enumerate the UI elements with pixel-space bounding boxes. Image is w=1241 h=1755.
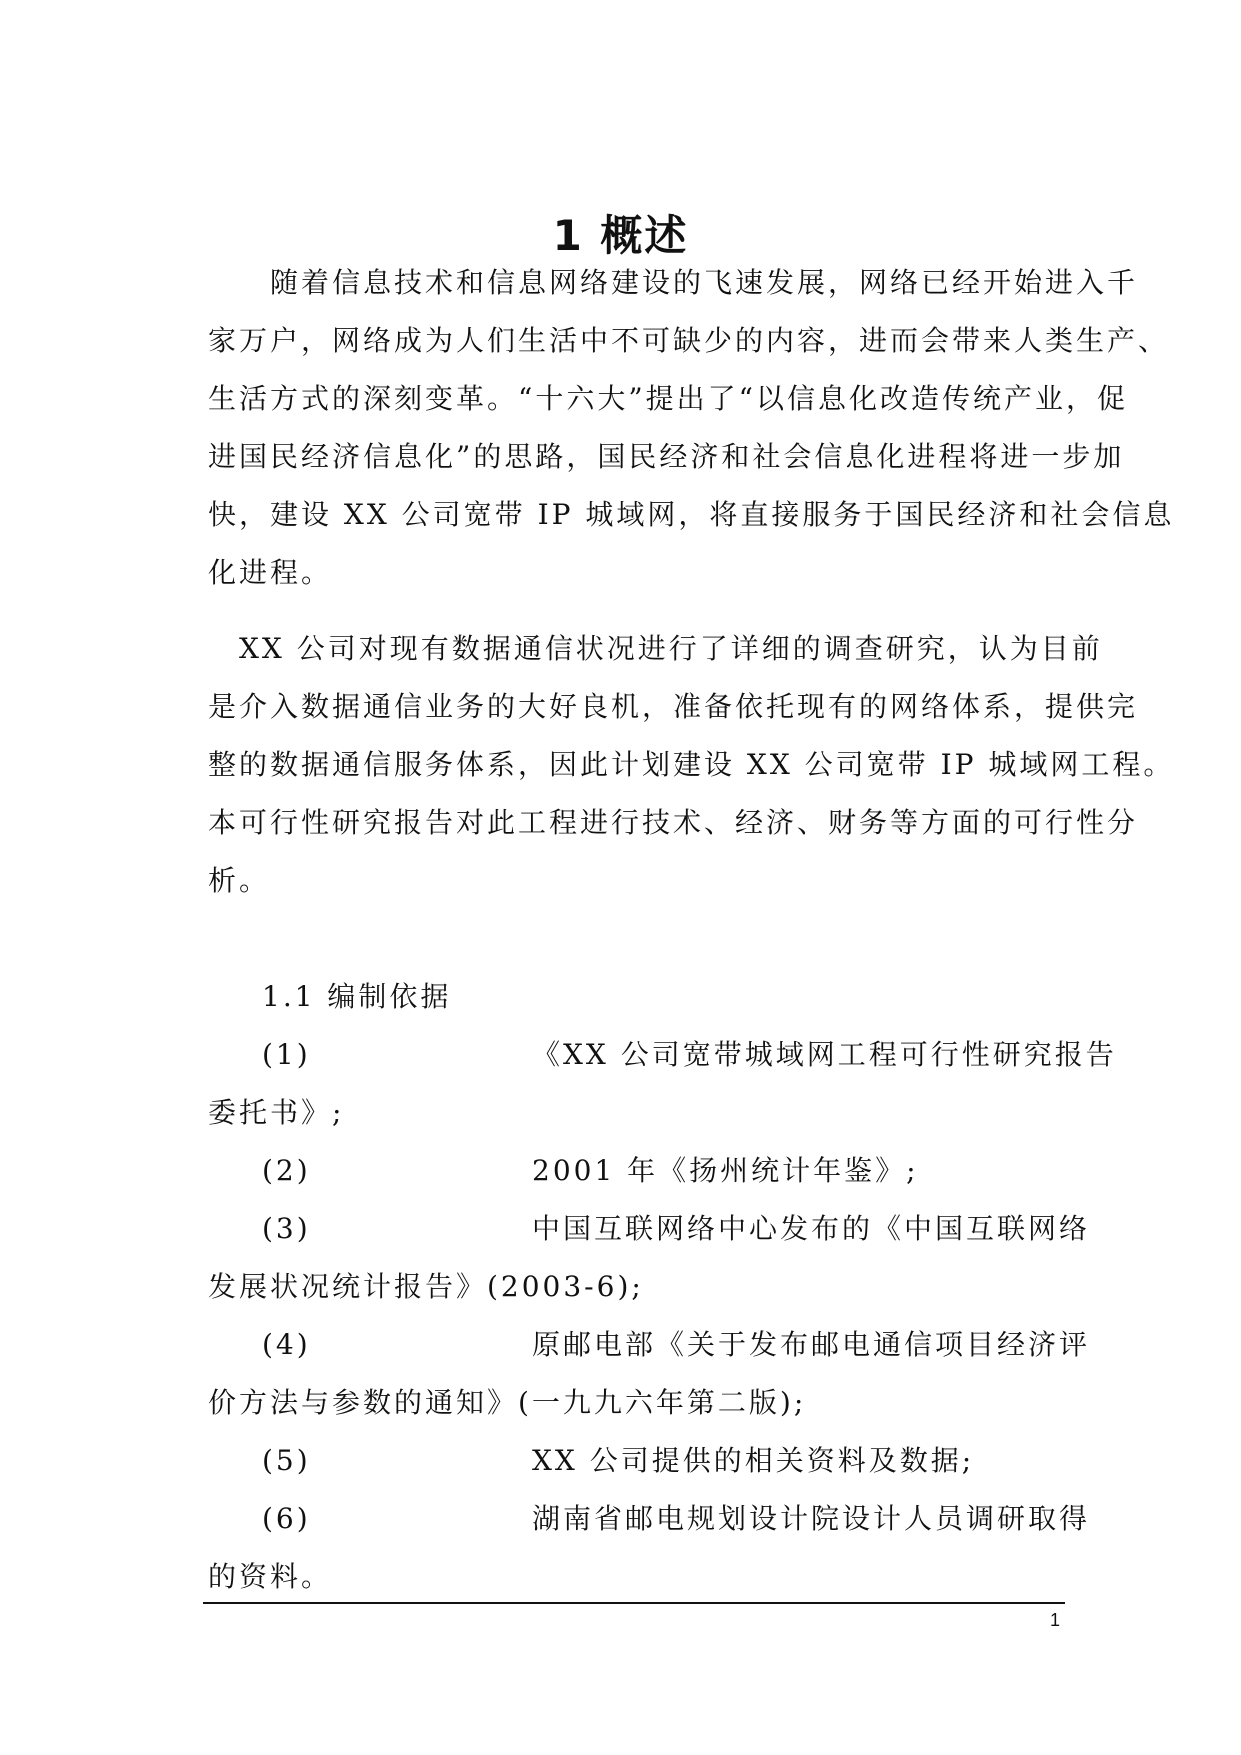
reference-number: (5) <box>262 1444 311 1477</box>
reference-text: XX 公司提供的相关资料及数据; <box>532 1444 975 1477</box>
paragraph-study <box>208 620 1174 910</box>
reference-text: 原邮电部《关于发布邮电通信项目经济评 <box>532 1328 1091 1361</box>
paragraph-line: 化进程。 <box>208 556 333 589</box>
reference-number: (3) <box>262 1212 311 1245</box>
reference-text: 2001 年《扬州统计年鉴》; <box>532 1154 919 1187</box>
paragraph-line: 整的数据通信服务体系，因此计划建设 XX 公司宽带 IP 城域网工程。 <box>208 748 1175 781</box>
paragraph-line: 快，建设 XX 公司宽带 IP 城域网，将直接服务于国民经济和社会信息 <box>208 498 1175 531</box>
reference-number: (1) <box>262 1038 311 1071</box>
section-heading: 1.1 编制依据 <box>262 980 452 1013</box>
reference-number: (2) <box>262 1154 311 1187</box>
chapter-title: 1 概述 <box>552 211 689 260</box>
paragraph-line: 生活方式的深刻变革。“十六大”提出了“以信息化改造传统产业，促 <box>208 382 1128 415</box>
page-number: 1 <box>1049 1610 1060 1630</box>
paragraph-line: XX 公司对现有数据通信状况进行了详细的调查研究，认为目前 <box>208 632 1103 665</box>
reference-number: (4) <box>262 1328 311 1361</box>
reference-text-continued: 价方法与参数的通知》(一九九六年第二版); <box>208 1386 807 1419</box>
reference-text: 湖南省邮电规划设计院设计人员调研取得 <box>532 1502 1091 1535</box>
paragraph-line: 家万户，网络成为人们生活中不可缺少的内容，进而会带来人类生产、 <box>208 324 1170 357</box>
paragraph-intro <box>208 254 1174 602</box>
reference-number: (6) <box>262 1502 311 1535</box>
reference-text-continued: 发展状况统计报告》(2003-6); <box>208 1270 644 1303</box>
paragraph-line: 析。 <box>208 864 271 897</box>
paragraph-line: 本可行性研究报告对此工程进行技术、经济、财务等方面的可行性分 <box>208 806 1139 839</box>
paragraph-line: 随着信息技术和信息网络建设的飞速发展，网络已经开始进入千 <box>208 266 1139 299</box>
reference-text-continued: 委托书》; <box>208 1096 345 1129</box>
reference-text: 《XX 公司宽带城域网工程可行性研究报告 <box>532 1038 1117 1071</box>
paragraph-line: 进国民经济信息化”的思路，国民经济和社会信息化进程将进一步加 <box>208 440 1125 473</box>
footer-divider <box>203 1602 1065 1604</box>
paragraph-line: 是介入数据通信业务的大好良机，准备依托现有的网络体系，提供完 <box>208 690 1139 723</box>
reference-text: 中国互联网络中心发布的《中国互联网络 <box>532 1212 1091 1245</box>
reference-text-continued: 的资料。 <box>208 1560 333 1593</box>
